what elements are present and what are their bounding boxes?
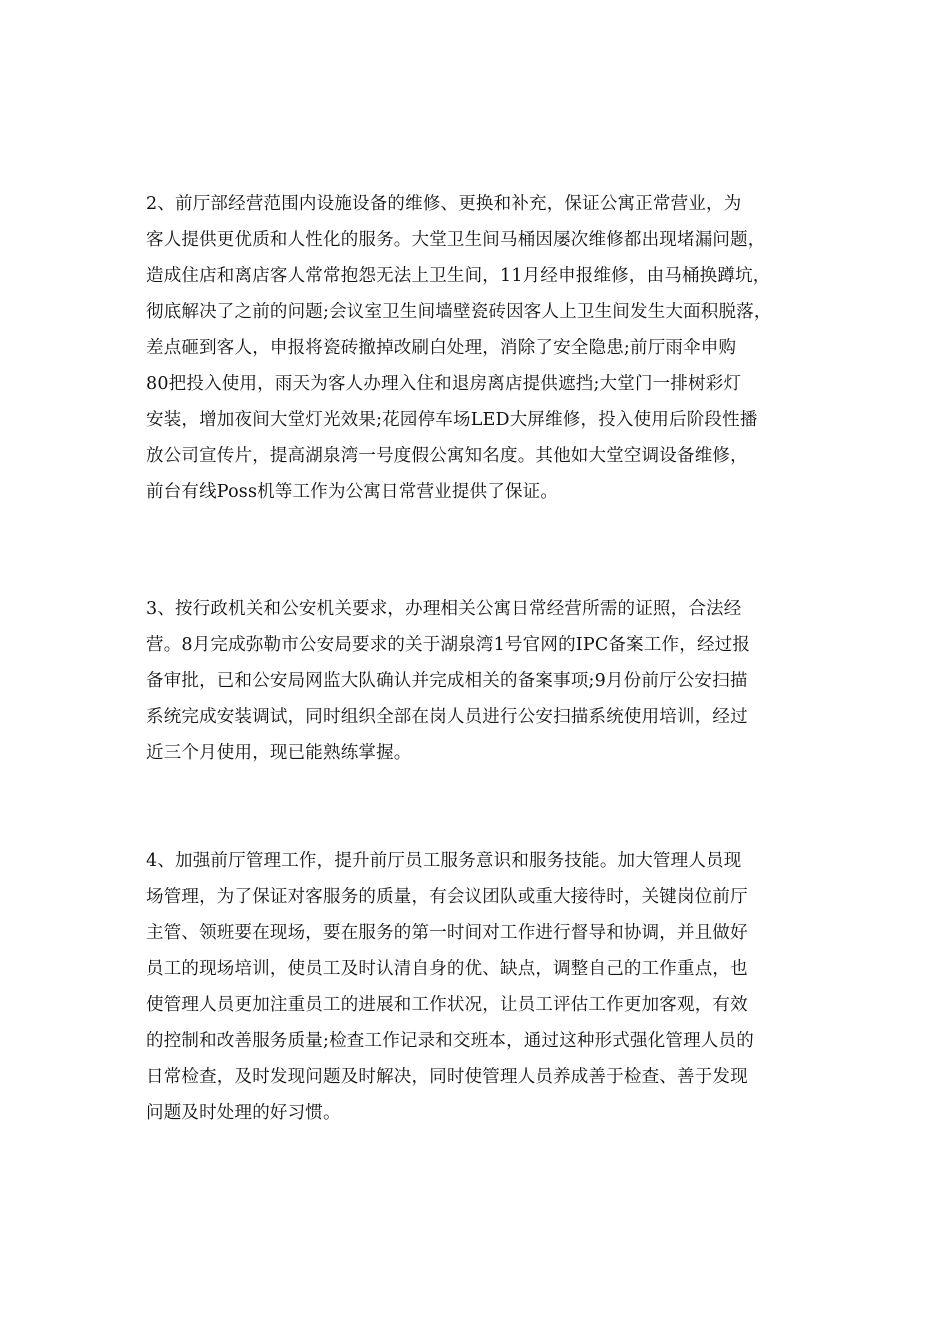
paragraph-line: 员工的现场培训，使员工及时认清自身的优、缺点，调整自己的工作重点，也 xyxy=(146,959,748,979)
paragraph-line: 安装，增加夜间大堂灯光效果;花园停车场LED大屏维修，投入使用后阶段性播 xyxy=(146,410,758,430)
paragraph-line: 3、按行政机关和公安机关要求，办理相关公寓日常经营所需的证照，合法经 xyxy=(146,599,742,619)
paragraph-line: 主管、领班要在现场，要在服务的第一时间对工作进行督导和协调，并且做好 xyxy=(146,923,748,943)
paragraph-line: 客人提供更优质和人性化的服务。大堂卫生间马桶因屡次维修都出现堵漏问题， xyxy=(146,230,766,250)
paragraph-line: 2、前厅部经营范围内设施设备的维修、更换和补充，保证公寓正常营业，为 xyxy=(146,194,742,214)
paragraph-line: 造成住店和离店客人常常抱怨无法上卫生间，11月经申报维修，由马桶换蹲坑， xyxy=(146,266,771,286)
paragraph-line: 80把投入使用，雨天为客人办理入住和退房离店提供遮挡;大堂门一排树彩灯 xyxy=(146,374,742,394)
paragraph-line: 的控制和改善服务质量;检查工作记录和交班本，通过这种形式强化管理人员的 xyxy=(146,1031,754,1051)
paragraph-line: 彻底解决了之前的问题;会议室卫生间墙壁瓷砖因客人上卫生间发生大面积脱落， xyxy=(146,302,772,322)
paragraph-line: 近三个月使用，现已能熟练掌握。 xyxy=(146,743,412,763)
paragraph-line: 营。8月完成弥勒市公安局要求的关于湖泉湾1号官网的IPC备案工作，经过报 xyxy=(146,635,751,655)
paragraph-line: 差点砸到客人，申报将瓷砖撤掉改刷白处理，消除了安全隐患;前厅雨伞申购 xyxy=(146,338,737,358)
paragraph-line: 前台有线Poss机等工作为公寓日常营业提供了保证。 xyxy=(146,482,559,502)
paragraph-line: 系统完成安装调试，同时组织全部在岗人员进行公安扫描系统使用培训，经过 xyxy=(146,707,748,727)
paragraph-line: 4、加强前厅管理工作，提升前厅员工服务意识和服务技能。加大管理人员现 xyxy=(146,851,742,871)
paragraph-line: 备审批，已和公安局网监大队确认并完成相关的备案事项;9月份前厅公安扫描 xyxy=(146,671,748,691)
paragraph-facility-maintenance xyxy=(146,186,826,510)
paragraph-line: 场管理，为了保证对客服务的质量，有会议团队或重大接待时，关键岗位前厅 xyxy=(146,887,748,907)
paragraph-line: 放公司宣传片，提高湖泉湾一号度假公寓知名度。其他如大堂空调设备维修， xyxy=(146,446,748,466)
paragraph-front-desk-management xyxy=(146,843,826,1131)
paragraph-line: 问题及时处理的好习惯。 xyxy=(146,1103,341,1123)
paragraph-line: 使管理人员更加注重员工的进展和工作状况，让员工评估工作更加客观，有效 xyxy=(146,995,748,1015)
paragraph-line: 日常检查，及时发现问题及时解决，同时使管理人员养成善于检查、善于发现 xyxy=(146,1067,748,1087)
paragraph-licenses-compliance xyxy=(146,591,826,771)
